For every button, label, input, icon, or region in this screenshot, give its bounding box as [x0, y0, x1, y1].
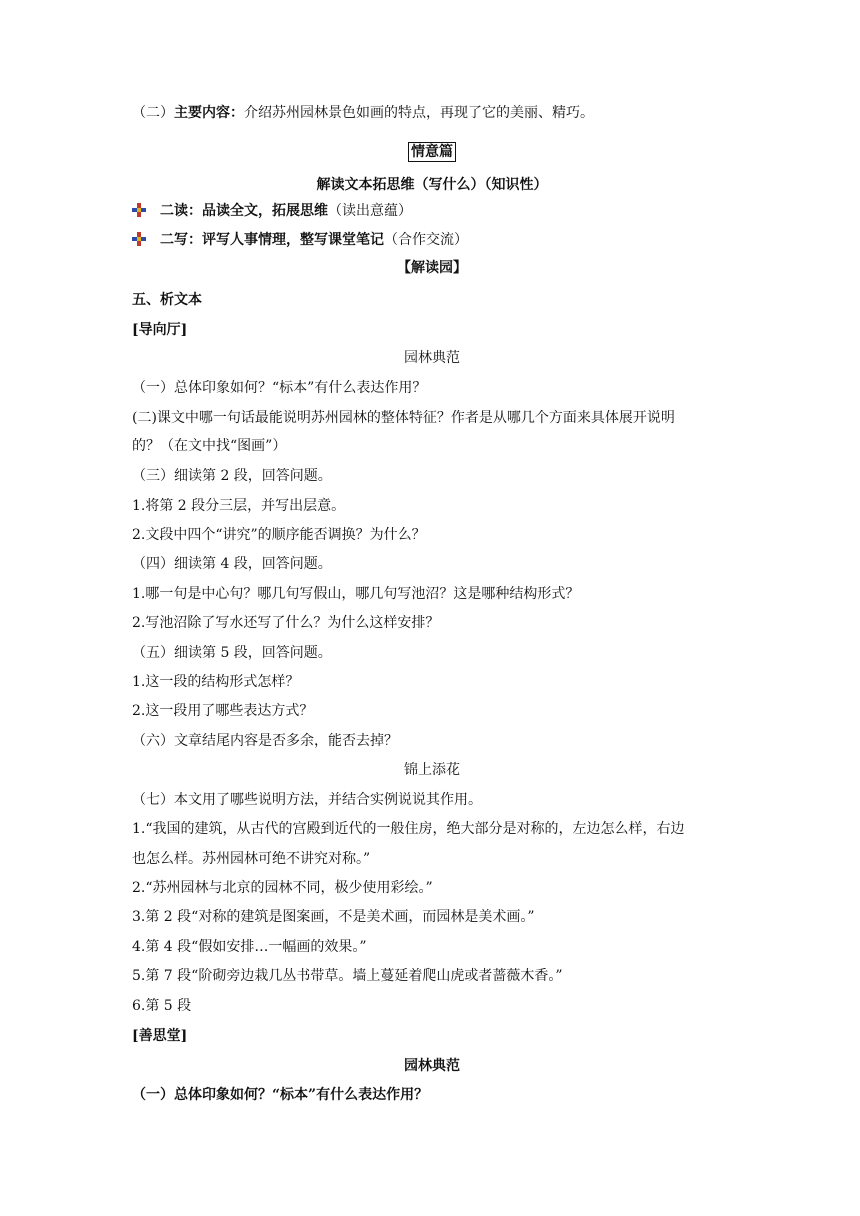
guide-hall-heading: [导向厅] [132, 322, 188, 338]
step-2 [132, 230, 732, 250]
part-five-heading: 五、析文本 [132, 292, 202, 308]
step-2-normal: （合作交流） [384, 232, 468, 248]
question-4-item-2: 2.写池沼除了写水还写了什么？为什么这样安排？ [132, 615, 440, 631]
step-1-normal: （读出意蕴） [328, 203, 412, 219]
intro-line [132, 103, 732, 123]
question-2-line-1: (二)课文中哪一句话最能说明苏州园林的整体特征？作者是从哪几个方面来具体展开说明 [132, 410, 675, 426]
garden-heading: 【解读园】 [397, 260, 467, 276]
question-1: （一）总体印象如何？“标本”有什么表达作用？ [132, 380, 427, 396]
question-5-item-2: 2.这一段用了哪些表达方式？ [132, 703, 314, 719]
question-7-item-2: 2.“苏州园林与北京的园林不同，极少使用彩绘。” [132, 880, 433, 896]
intro-prefix: （二） [132, 105, 174, 121]
question-4-item-1: 1.哪一句是中心句？哪几句写假山，哪几句写池沼？这是哪种结构形式？ [132, 586, 580, 602]
question-4: （四）细读第 4 段，回答问题。 [132, 556, 332, 572]
question-6: （六）文章结尾内容是否多余，能否去掉？ [132, 733, 398, 749]
section-title: 解读文本拓思维（写什么）（知识性） [316, 177, 548, 193]
question-3: （三）细读第 2 段，回答问题。 [132, 468, 332, 484]
subheading-garden-model-2: 园林典范 [404, 1058, 460, 1074]
question-7-item-4: 4.第 4 段“假如安排…一幅画的效果。” [132, 939, 367, 955]
step-1 [132, 201, 732, 221]
question-3-item-1: 1.将第 2 段分三层，并写出层意。 [132, 498, 346, 514]
question-7-item-1-line-2: 也怎么样。苏州园林可绝不讲究对称。” [132, 851, 371, 867]
subheading-garden-model: 园林典范 [404, 350, 460, 366]
question-7-item-1-line-1: 1.“我国的建筑，从古代的宫殿到近代的一般住房，绝大部分是对称的，左边怎么样，右边 [132, 821, 685, 837]
question-2-line-2: 的？（在文中找“图画”） [132, 438, 287, 454]
question-5-item-1: 1.这一段的结构形式怎样？ [132, 674, 300, 690]
bullet-icon [132, 232, 146, 246]
section-box-line [132, 142, 732, 162]
question-3-item-2: 2.文段中四个“讲究”的顺序能否调换？为什么？ [132, 527, 426, 543]
intro-label: 主要内容： [174, 105, 244, 121]
step-1-bold: 二读：品读全文，拓展思维 [160, 203, 328, 219]
intro-text: 介绍苏州园林景色如画的特点，再现了它的美丽、精巧。 [244, 105, 594, 121]
question-1-repeat: （一）总体印象如何？“标本”有什么表达作用？ [132, 1087, 429, 1103]
section-box: 情意篇 [408, 142, 456, 162]
step-2-bold: 二写：评写人事情理，整写课堂笔记 [160, 232, 384, 248]
question-7: （七）本文用了哪些说明方法，并结合实例说说其作用。 [132, 792, 482, 808]
question-7-item-5: 5.第 7 段“阶砌旁边栽几丛书带草。墙上蔓延着爬山虎或者蔷薇木香。” [132, 968, 563, 984]
think-hall-heading: [善思堂] [132, 1028, 188, 1044]
question-7-item-6: 6.第 5 段 [132, 998, 192, 1014]
question-7-item-3: 3.第 2 段“对称的建筑是图案画，不是美术画，而园林是美术画。” [132, 909, 535, 925]
subheading-finishing-touch: 锦上添花 [404, 762, 460, 778]
question-5: （五）细读第 5 段，回答问题。 [132, 645, 332, 661]
bullet-icon [132, 203, 146, 217]
